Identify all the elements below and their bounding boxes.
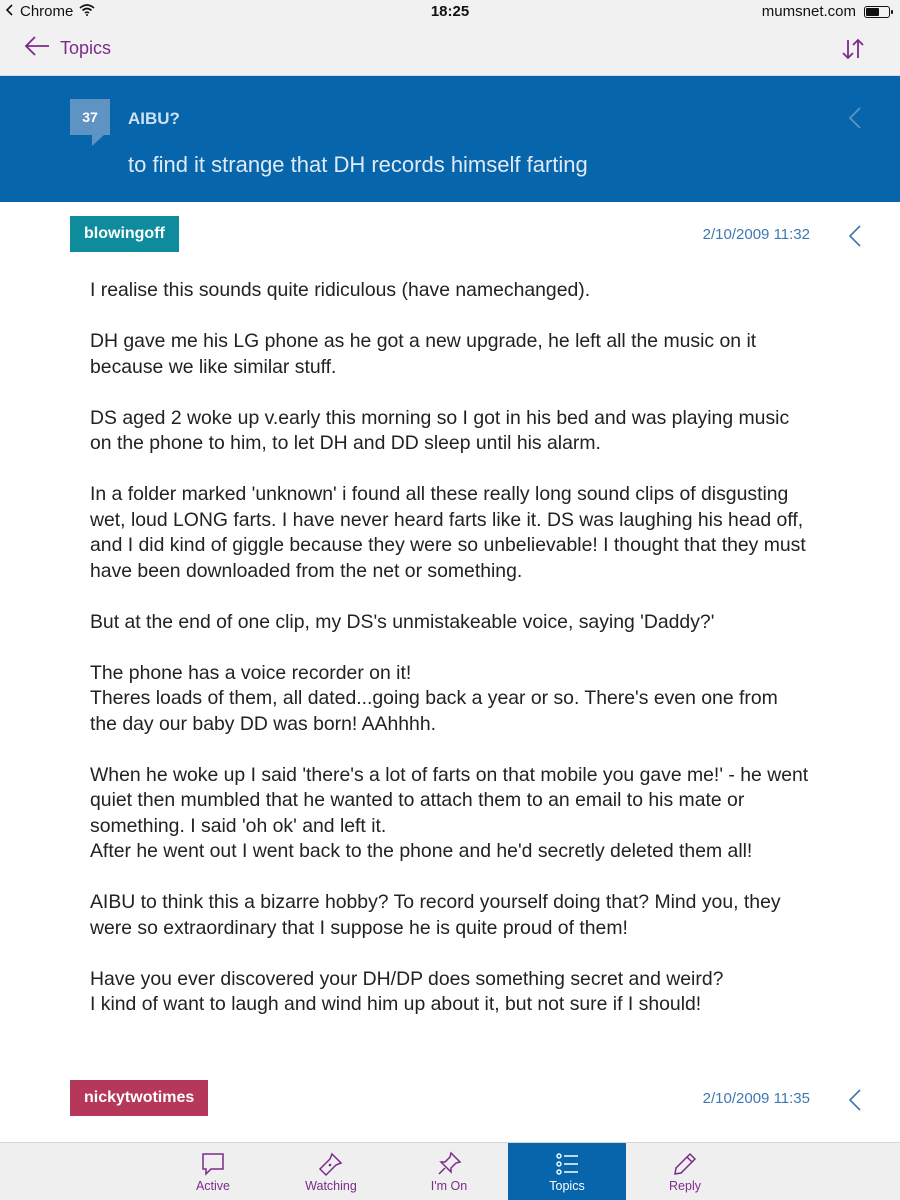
status-time: 18:25 [430,3,470,20]
reply-count-badge: 37 [70,99,110,135]
tab-active[interactable] [154,1143,272,1200]
tab-label: Watching [305,1179,357,1193]
tab-topics[interactable] [508,1143,626,1200]
status-site: mumsnet.com [761,3,856,20]
chevron-left-icon[interactable] [848,106,862,135]
pushpin-icon [390,1151,508,1177]
tab-label: Topics [549,1179,585,1193]
post-body [90,278,810,1043]
post-paragraph: AIBU to think this a bizarre hobby? To record yourself doing that? Mind you, they were so extraordinary that I suppose he is quite proud of them! [90,891,781,939]
tab-watching[interactable] [272,1143,390,1200]
post-date: 2/10/2009 11:32 [702,226,810,243]
username-tag[interactable]: nickytwotimes [70,1080,208,1116]
arrow-left-icon [24,36,50,61]
thread-title: to find it strange that DH records himself farting [128,152,588,177]
tab-label: Active [195,1179,231,1193]
post-header [0,216,900,256]
tab-im-on[interactable] [390,1143,508,1200]
flashlight-icon [272,1151,390,1177]
post-paragraph: But at the end of one clip, my DS's unmistakeable voice, saying 'Daddy?' [90,610,715,633]
post-header [0,1080,900,1120]
status-app-name[interactable]: Chrome [20,3,74,20]
battery-icon [864,6,890,18]
tab-label: I'm On [430,1179,468,1193]
chevron-left-icon[interactable] [848,1088,862,1117]
post-date: 2/10/2009 11:35 [702,1090,810,1107]
post-paragraph: When he woke up I said 'there's a lot of farts on that mobile you gave me!' - he went quiet then mumbled that he wanted to attach them to an email to his mate or something. I said 'oh ok' and left it. After he went out I went back to the phone and he'd secretly deleted them all! [90,763,809,862]
post-paragraph: The phone has a voice recorder on it! Theres loads of them, all dated...going back a year or so. There's even one from the day our baby DD was born! AAhhhh. [90,661,778,735]
post-paragraph: Have you ever discovered your DH/DP does something secret and weird? I kind of want to laugh and wind him up about it, but not sure if I should! [90,967,724,1015]
bottom-tab-bar [0,1142,900,1200]
post-paragraph: DH gave me his LG phone as he got a new upgrade, he left all the music on it because we like similar stuff. [90,330,757,378]
username-tag[interactable]: blowingoff [70,216,179,252]
topic-name[interactable]: AIBU? [128,109,180,128]
pencil-icon [626,1151,744,1177]
post-paragraph: DS aged 2 woke up v.early this morning so I got in his bed and was playing music on the phone to him, to let DH and DD sleep until his alarm. [90,406,790,454]
post-paragraph: In a folder marked 'unknown' i found all these really long sound clips of disgusting wet, loud LONG farts. I have never heard farts like it. DS was laughing his head off, and I did kind of giggle because they were so unbelievable! I thought that they must have been downloaded from the net or something. [90,483,806,582]
post-paragraph: I realise this sounds quite ridiculous (have namechanged). [90,279,591,301]
back-topics-button[interactable] [24,36,111,61]
sort-icon[interactable] [840,37,866,66]
chevron-left-icon[interactable] [848,224,862,253]
tab-reply[interactable] [626,1143,744,1200]
tab-label: Reply [669,1179,701,1193]
list-icon [508,1151,626,1177]
back-label: Topics [60,38,112,58]
status-bar [0,0,900,24]
speech-bubble-icon [154,1151,272,1177]
thread-header [0,76,900,202]
nav-bar [0,24,900,76]
